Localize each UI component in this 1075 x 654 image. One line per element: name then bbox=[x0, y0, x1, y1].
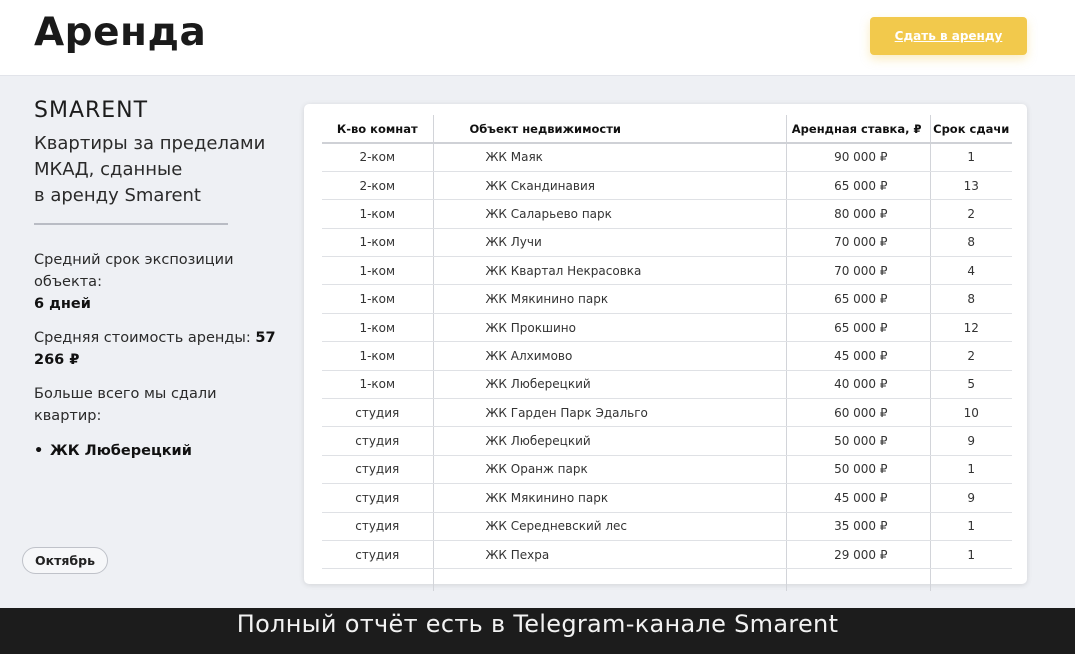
cell-rent-term: 10 bbox=[930, 399, 1012, 427]
cell-rent-rate: 65 000 ₽ bbox=[786, 285, 930, 313]
table-body bbox=[322, 143, 1012, 591]
cell-rent-rate: 35 000 ₽ bbox=[786, 512, 930, 540]
table-header-row bbox=[322, 115, 1012, 143]
header-property: Объект недвижимости bbox=[433, 115, 786, 143]
cell-rooms: студия bbox=[322, 427, 433, 455]
cell-rooms: 1-ком bbox=[322, 257, 433, 285]
cell-property: ЖК Прокшино bbox=[433, 313, 786, 341]
rent-out-button[interactable]: Сдать в аренду bbox=[870, 17, 1027, 55]
cell-property: ЖК Люберецкий bbox=[433, 427, 786, 455]
rental-table bbox=[322, 115, 1012, 591]
stat-avg-cost-label: Средняя стоимость аренды: bbox=[34, 330, 251, 346]
cell-property: ЖК Мякинино парк bbox=[433, 285, 786, 313]
stat-avg-cost-value: 57 266 ₽ bbox=[34, 330, 276, 368]
cell-property: ЖК Гарден Парк Эдальго bbox=[433, 399, 786, 427]
cell-rent-rate: 65 000 ₽ bbox=[786, 313, 930, 341]
table-row bbox=[322, 370, 1012, 398]
cell-property: ЖК Алхимово bbox=[433, 342, 786, 370]
cell-rent-rate: 29 000 ₽ bbox=[786, 540, 930, 568]
table-row bbox=[322, 313, 1012, 341]
table-row bbox=[322, 228, 1012, 256]
most-rented-item bbox=[34, 443, 284, 459]
cell-rent-rate: 65 000 ₽ bbox=[786, 171, 930, 199]
table-row bbox=[322, 285, 1012, 313]
stat-exposure-value: 6 дней bbox=[34, 296, 91, 312]
header bbox=[0, 0, 1075, 76]
table-row bbox=[322, 540, 1012, 568]
cell-rent-term: 1 bbox=[930, 455, 1012, 483]
cell-property: ЖК Мякинино парк bbox=[433, 484, 786, 512]
brand-name: SMARENT bbox=[34, 98, 149, 123]
cell-rent-term: 1 bbox=[930, 512, 1012, 540]
cell-rent-rate: 50 000 ₽ bbox=[786, 455, 930, 483]
cell-rent-rate: 70 000 ₽ bbox=[786, 228, 930, 256]
table-spacer-row bbox=[322, 569, 1012, 591]
cell-rent-rate: 70 000 ₽ bbox=[786, 257, 930, 285]
cell-rent-term: 9 bbox=[930, 427, 1012, 455]
cell-property: ЖК Люберецкий bbox=[433, 370, 786, 398]
cell-rooms: 1-ком bbox=[322, 313, 433, 341]
most-rented-value: ЖК Люберецкий bbox=[50, 443, 192, 459]
stat-avg-cost bbox=[34, 327, 284, 371]
cell-rent-rate: 80 000 ₽ bbox=[786, 200, 930, 228]
table-row bbox=[322, 427, 1012, 455]
table-row bbox=[322, 171, 1012, 199]
page-title: Аренда bbox=[34, 10, 207, 55]
cell-rooms: 1-ком bbox=[322, 342, 433, 370]
table-row bbox=[322, 484, 1012, 512]
cell-rent-term: 8 bbox=[930, 228, 1012, 256]
cell-rent-rate: 50 000 ₽ bbox=[786, 427, 930, 455]
cell-rooms: студия bbox=[322, 455, 433, 483]
table-row bbox=[322, 342, 1012, 370]
sidebar bbox=[34, 98, 284, 459]
cell-rooms: 1-ком bbox=[322, 228, 433, 256]
cell-property: ЖК Маяк bbox=[433, 143, 786, 171]
cell-rent-term: 5 bbox=[930, 370, 1012, 398]
table-row bbox=[322, 455, 1012, 483]
cell-property: ЖК Оранж парк bbox=[433, 455, 786, 483]
header-rent-rate: Арендная ставка, ₽ bbox=[786, 115, 930, 143]
cell-property: ЖК Скандинавия bbox=[433, 171, 786, 199]
header-rent-term: Срок сдачи bbox=[930, 115, 1012, 143]
table-row bbox=[322, 143, 1012, 171]
cell-rent-term: 8 bbox=[930, 285, 1012, 313]
sidebar-divider bbox=[34, 223, 228, 225]
stat-most-rented-label: Больше всего мы сдали квартир: bbox=[34, 386, 217, 424]
cell-rooms: студия bbox=[322, 399, 433, 427]
spacer-cell bbox=[786, 569, 930, 591]
rental-table-wrap bbox=[322, 115, 1012, 591]
cell-property: ЖК Пехра bbox=[433, 540, 786, 568]
table-row bbox=[322, 512, 1012, 540]
header-rooms: К-во комнат bbox=[322, 115, 433, 143]
cell-rent-term: 2 bbox=[930, 342, 1012, 370]
cell-rooms: студия bbox=[322, 540, 433, 568]
cell-rooms: 1-ком bbox=[322, 285, 433, 313]
cell-rooms: 2-ком bbox=[322, 143, 433, 171]
cell-rent-term: 12 bbox=[930, 313, 1012, 341]
stat-most-rented bbox=[34, 383, 284, 427]
cell-property: ЖК Квартал Некрасовка bbox=[433, 257, 786, 285]
table-row bbox=[322, 257, 1012, 285]
footer-caption: Полный отчёт есть в Telegram-канале Smarent bbox=[236, 610, 839, 638]
cell-rooms: 1-ком bbox=[322, 370, 433, 398]
cell-property: ЖК Саларьево парк bbox=[433, 200, 786, 228]
cell-rent-term: 4 bbox=[930, 257, 1012, 285]
stat-exposure-label: Средний срок экспозиции объекта: bbox=[34, 252, 234, 290]
cell-property: ЖК Середневский лес bbox=[433, 512, 786, 540]
cell-rooms: студия bbox=[322, 512, 433, 540]
cell-rent-rate: 45 000 ₽ bbox=[786, 484, 930, 512]
table-row bbox=[322, 200, 1012, 228]
spacer-cell bbox=[322, 569, 433, 591]
sidebar-subtitle: Квартиры за пределами МКАД, сданные в аренду Smarent bbox=[34, 133, 266, 206]
bullet-dot: • bbox=[34, 443, 44, 459]
cell-property: ЖК Лучи bbox=[433, 228, 786, 256]
spacer-cell bbox=[930, 569, 1012, 591]
cell-rent-rate: 40 000 ₽ bbox=[786, 370, 930, 398]
cell-rent-term: 1 bbox=[930, 143, 1012, 171]
cell-rooms: 2-ком bbox=[322, 171, 433, 199]
cell-rooms: 1-ком bbox=[322, 200, 433, 228]
cell-rooms: студия bbox=[322, 484, 433, 512]
rental-table-card bbox=[304, 104, 1027, 584]
table-row bbox=[322, 399, 1012, 427]
cell-rent-rate: 90 000 ₽ bbox=[786, 143, 930, 171]
month-filter-button[interactable]: Октябрь bbox=[22, 547, 108, 574]
stat-exposure bbox=[34, 249, 284, 315]
cell-rent-rate: 60 000 ₽ bbox=[786, 399, 930, 427]
cell-rent-term: 9 bbox=[930, 484, 1012, 512]
cell-rent-term: 1 bbox=[930, 540, 1012, 568]
cell-rent-term: 13 bbox=[930, 171, 1012, 199]
cell-rent-term: 2 bbox=[930, 200, 1012, 228]
cell-rent-rate: 45 000 ₽ bbox=[786, 342, 930, 370]
spacer-cell bbox=[433, 569, 786, 591]
